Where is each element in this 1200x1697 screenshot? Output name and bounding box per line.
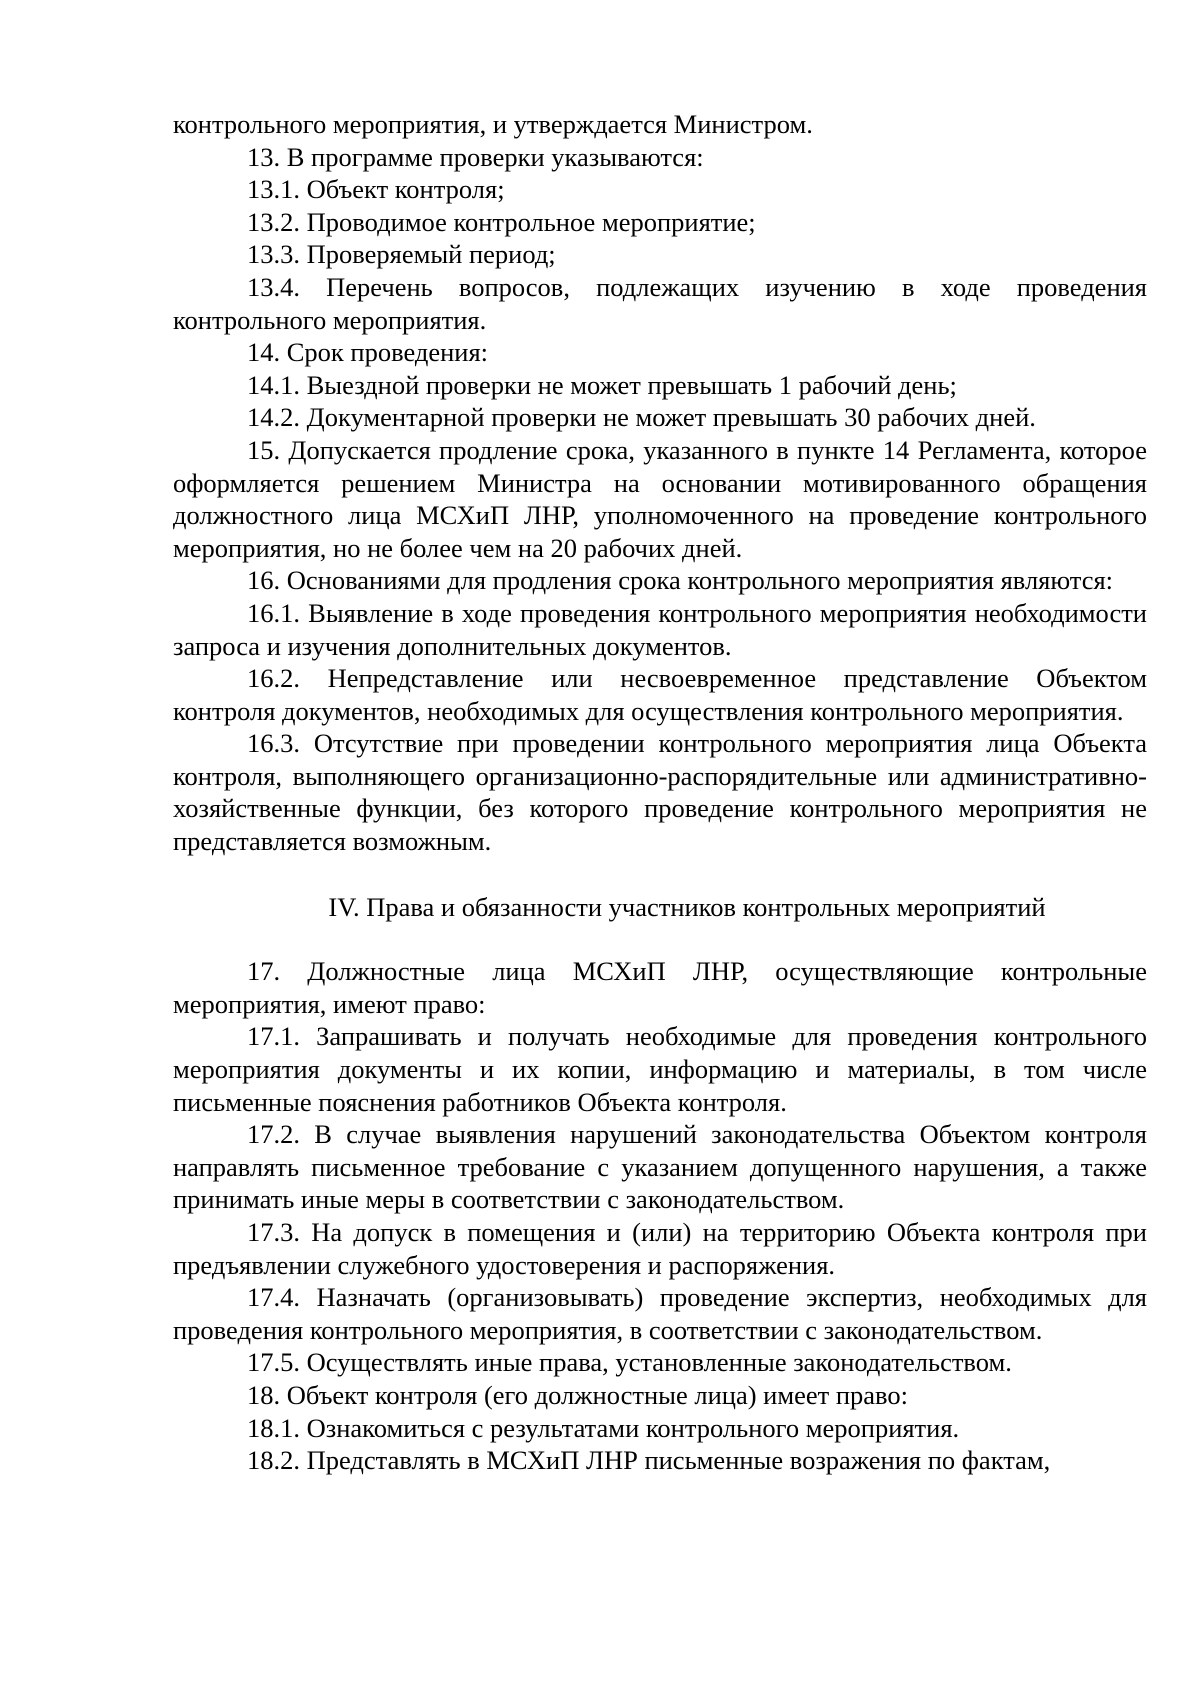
paragraph-17-1: 17.1. Запрашивать и получать необходимые для проведения контрольного мероприятия документы и их копии, информацию и материалы, в том числе письменные пояснения работников Объекта контроля.: [173, 1021, 1147, 1117]
paragraph-18-2: 18.2. Представлять в МСХиП ЛНР письменные возражения по фактам,: [247, 1445, 1051, 1476]
paragraph-17-4: 17.4. Назначать (организовывать) проведение экспертиз, необходимых для проведения контрольного мероприятия, в соответствии с законодательством.: [173, 1282, 1147, 1345]
document-page: [173, 108, 1147, 1477]
paragraph-16-1: 16.1. Выявление в ходе проведения контрольного мероприятия необходимости запроса и изучения дополнительных документов.: [173, 597, 1147, 661]
paragraph-17-3: 17.3. На допуск в помещения и (или) на территорию Объекта контроля при предъявлении служебного удостоверения и распоряжения.: [173, 1217, 1147, 1280]
paragraph-17: 17. Должностные лица МСХиП ЛНР, осуществляющие контрольные мероприятия, имеют право:: [173, 956, 1147, 1019]
paragraph-17-2: 17.2. В случае выявления нарушений законодательства Объектом контроля направлять письменное требование с указанием допущенного нарушения, а также принимать иные меры в соответствии с законодательством.: [173, 1119, 1147, 1215]
paragraph-13: 13. В программе проверки указываются:: [247, 141, 704, 172]
paragraph-14: 14. Срок проведения:: [247, 337, 489, 368]
paragraph-13-1: 13.1. Объект контроля;: [247, 174, 505, 205]
paragraph-18: 18. Объект контроля (его должностные лица) имеет право:: [247, 1379, 908, 1410]
paragraph-16-3: 16.3. Отсутствие при проведении контрольного мероприятия лица Объекта контроля, выполняющего организационно-распорядительные или административно-хозяйственные функции, без которого проведение контрольного мероприятия не представляется возможным.: [173, 728, 1147, 857]
paragraph-14-2: 14.2. Документарной проверки не может превышать 30 рабочих дней.: [247, 402, 1036, 433]
paragraph-14-1: 14.1. Выездной проверки не может превышать 1 рабочий день;: [247, 369, 957, 400]
paragraph-15: 15. Допускается продление срока, указанного в пункте 14 Регламента, которое оформляется решением Министра на основании мотивированного обращения должностного лица МСХиП ЛНР, уполномоченного на проведение контрольного мероприятия, но не более чем на 20 рабочих дней.: [173, 434, 1147, 563]
paragraph-continuation: контрольного мероприятия, и утверждается Министром.: [173, 109, 813, 139]
paragraph-16: 16. Основаниями для продления срока контрольного мероприятия являются:: [247, 565, 1114, 596]
regulation-text-before-section: [173, 108, 1147, 858]
paragraph-18-1: 18.1. Ознакомиться с результатами контрольного мероприятия.: [247, 1412, 960, 1443]
paragraph-13-4: 13.4. Перечень вопросов, подлежащих изучению в ходе проведения контрольного мероприятия.: [173, 271, 1147, 335]
paragraph-13-2: 13.2. Проводимое контрольное мероприятие;: [247, 206, 756, 237]
section-heading: IV. Права и обязанности участников контрольных мероприятий: [328, 891, 1046, 922]
paragraph-16-2: 16.2. Непредставление или несвоевременное представление Объектом контроля документов, необходимых для осуществления контрольного мероприятия.: [173, 663, 1147, 726]
paragraph-17-5: 17.5. Осуществлять иные права, установленные законодательством.: [247, 1347, 1012, 1378]
paragraph-13-3: 13.3. Проверяемый период;: [247, 239, 556, 270]
regulation-text-after-section: [173, 955, 1147, 1477]
